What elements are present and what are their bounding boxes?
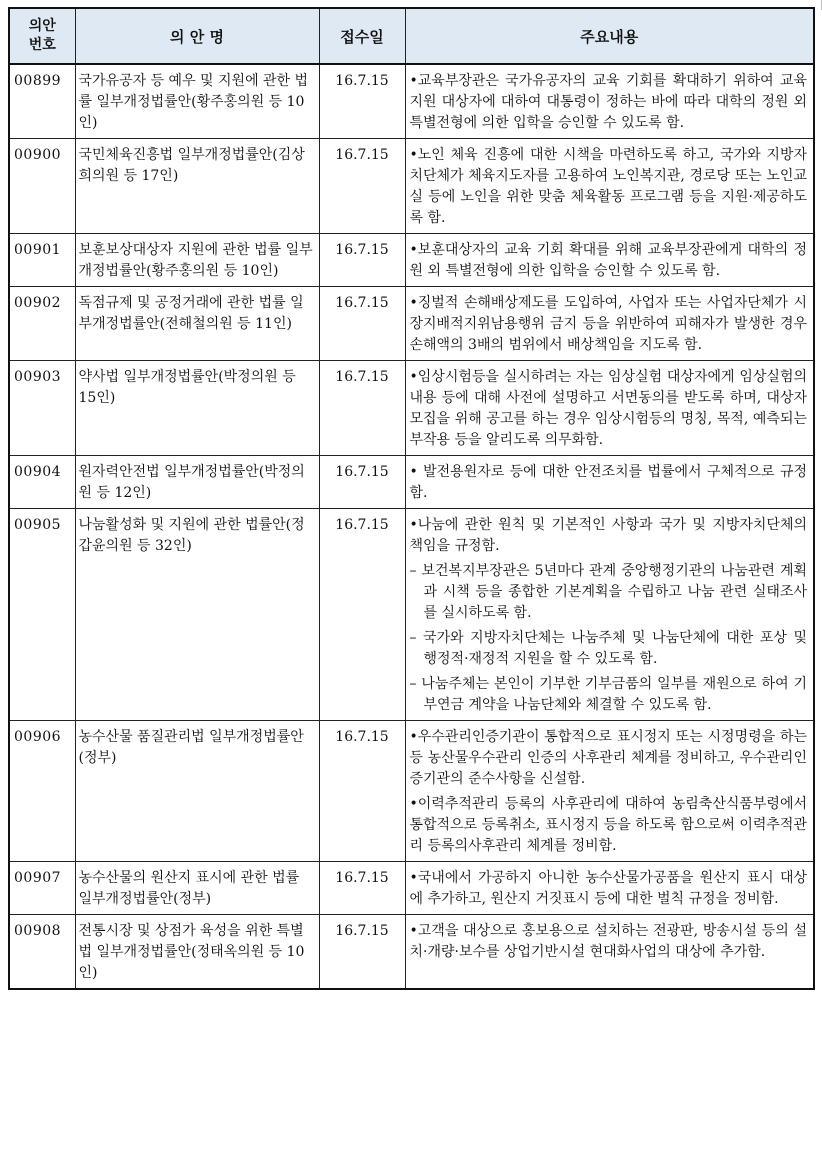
received-date: 16.7.15 xyxy=(319,64,405,139)
content-dash-item xyxy=(410,674,808,716)
bill-title: 나눔활성화 및 지원에 관한 법률안(정갑윤의원 등 32인) xyxy=(75,509,319,721)
content-text: 우수관리인증기관이 통합적으로 표시정지 또는 시정명령을 하는 등 농산물우수관리 인증의 사후관리 체계를 정비하고, 우수관리인증기관의 준수사항을 신설함. xyxy=(409,729,807,787)
content-dash-item xyxy=(410,561,808,624)
bill-number: 00901 xyxy=(9,234,75,287)
content-dash-item xyxy=(410,628,808,670)
table-row xyxy=(9,915,814,990)
content-text: 임상시험등을 실시하려는 자는 임상실험 대상자에게 임상실험의 내용 등에 대해 사전에 설명하고 서면동의를 받도록 하며, 대상자 모집을 위해 공고를 하는 경우 임상시험등의 명칭, 목적, 예측되는 부작용 등을 알리도록 의무화함. xyxy=(409,369,807,448)
content-text: 이력추적관리 등록의 사후관리에 대하여 농림축산식품부령에서 통합적으로 등록취소, 표시정지 등을 하도록 함으로써 이력추적관리 등록의사후관리 체계를 정비함. xyxy=(409,796,807,854)
content-bullet xyxy=(410,794,808,857)
table-row xyxy=(9,234,814,287)
table-body xyxy=(9,64,814,989)
content-text: 고객을 대상으로 홍보용으로 설치하는 전광판, 방송시설 등의 설치·개량·보수를 상업기반시설 현대화사업의 대상에 추가함. xyxy=(409,923,807,960)
content-bullet xyxy=(410,71,808,134)
table-row xyxy=(9,509,814,721)
table-row xyxy=(9,361,814,456)
bill-title: 독점규제 및 공정거래에 관한 법률 일부개정법률안(전해철의원 등 11인) xyxy=(75,287,319,361)
bill-number: 00900 xyxy=(9,139,75,234)
content-bullet xyxy=(410,293,808,356)
table-row xyxy=(9,64,814,139)
bill-number: 00908 xyxy=(9,915,75,990)
content-text: 교육부장관은 국가유공자의 교육 기회를 확대하기 위하여 교육지원 대상자에 대하여 대통령이 정하는 바에 따라 대학의 정원 외 특별전형에 의한 입학을 승인할 수 있도록 함. xyxy=(409,73,807,131)
table-row xyxy=(9,287,814,361)
main-content xyxy=(405,509,814,721)
table-header xyxy=(9,8,814,64)
received-date: 16.7.15 xyxy=(319,361,405,456)
header-bill-number xyxy=(9,8,75,64)
content-bullet xyxy=(410,515,808,557)
bill-table xyxy=(8,7,815,990)
main-content xyxy=(405,287,814,361)
received-date: 16.7.15 xyxy=(319,915,405,990)
main-content xyxy=(405,139,814,234)
main-content xyxy=(405,456,814,509)
main-content xyxy=(405,862,814,915)
content-bullet xyxy=(410,868,808,910)
main-content xyxy=(405,234,814,287)
received-date: 16.7.15 xyxy=(319,287,405,361)
bill-number: 00904 xyxy=(9,456,75,509)
bill-number: 00903 xyxy=(9,361,75,456)
content-bullet xyxy=(410,921,808,963)
received-date: 16.7.15 xyxy=(319,456,405,509)
bill-number: 00902 xyxy=(9,287,75,361)
content-text: 나눔에 관한 원칙 및 기본적인 사항과 국가 및 지방자치단체의 책임을 규정함. xyxy=(409,517,807,554)
table-row xyxy=(9,862,814,915)
content-bullet xyxy=(410,462,808,504)
content-text: – 국가와 지방자치단체는 나눔주체 및 나눔단체에 대한 포상 및 행정적·재정적 지원을 할 수 있도록 함. xyxy=(409,630,807,667)
content-text: 노인 체육 진흥에 대한 시책을 마련하도록 하고, 국가와 지방자치단체가 체육지도자를 고용하여 노인복지관, 경로당 또는 노인교실 등에 노인을 위한 맞춤 체육활동 프로그램 등을 지원·제공하도록 함. xyxy=(409,147,807,226)
header-bill-number-line2: 번호 xyxy=(28,37,56,53)
table-row xyxy=(9,456,814,509)
bill-table-frame xyxy=(8,7,813,990)
received-date: 16.7.15 xyxy=(319,862,405,915)
bill-number: 00907 xyxy=(9,862,75,915)
table-row xyxy=(9,721,814,862)
content-text: 징벌적 손해배상제도를 도입하여, 사업자 또는 사업자단체가 시장지배적지위남용행위 금지 등을 위반하여 피해자가 발생한 경우 손해액의 3배의 범위에서 배상책임을 지도록 함. xyxy=(409,295,807,353)
content-text: 보훈대상자의 교육 기회 확대를 위해 교육부장관에게 대학의 정원 외 특별전형에 의한 입학을 승인할 수 있도록 함. xyxy=(409,242,807,279)
received-date: 16.7.15 xyxy=(319,509,405,721)
received-date: 16.7.15 xyxy=(319,139,405,234)
bill-title: 농수산물의 원산지 표시에 관한 법률 일부개정법률안(정부) xyxy=(75,862,319,915)
content-text: 국내에서 가공하지 아니한 농수산물가공품을 원산지 표시 대상에 추가하고, 원산지 거짓표시 등에 대한 벌칙 규정을 정비함. xyxy=(409,870,807,907)
content-bullet xyxy=(410,367,808,451)
bill-number: 00905 xyxy=(9,509,75,721)
main-content xyxy=(405,915,814,990)
table-row xyxy=(9,139,814,234)
received-date: 16.7.15 xyxy=(319,721,405,862)
header-received-date: 접수일 xyxy=(319,8,405,64)
received-date: 16.7.15 xyxy=(319,234,405,287)
content-bullet xyxy=(410,145,808,229)
bill-title: 보훈보상대상자 지원에 관한 법률 일부개정법률안(황주홍의원 등 10인) xyxy=(75,234,319,287)
main-content xyxy=(405,361,814,456)
bill-title: 전통시장 및 상점가 육성을 위한 특별법 일부개정법률안(정태옥의원 등 10인) xyxy=(75,915,319,990)
bill-title: 국민체육진흥법 일부개정법률안(김상희의원 등 17인) xyxy=(75,139,319,234)
content-bullet xyxy=(410,240,808,282)
main-content xyxy=(405,64,814,139)
content-bullet xyxy=(410,727,808,790)
bill-number: 00906 xyxy=(9,721,75,862)
header-main-content: 주요내용 xyxy=(405,8,814,64)
bill-title: 약사법 일부개정법률안(박정의원 등 15인) xyxy=(75,361,319,456)
content-text: – 보건복지부장관은 5년마다 관계 중앙행정기관의 나눔관련 계획과 시책 등을 종합한 기본계획을 수립하고 나눔 관련 실태조사를 실시하도록 함. xyxy=(409,563,807,621)
header-bill-title: 의 안 명 xyxy=(75,8,319,64)
content-text: – 나눔주체는 본인이 기부한 기부금품의 일부를 재원으로 하여 기부연금 계약을 나눔단체와 체결할 수 있도록 함. xyxy=(409,676,807,713)
content-text: 발전용원자로 등에 대한 안전조치를 법률에서 구체적으로 규정함. xyxy=(409,464,807,501)
main-content xyxy=(405,721,814,862)
header-bill-number-line1: 의안 xyxy=(28,18,56,34)
bill-number: 00899 xyxy=(9,64,75,139)
bill-title: 농수산물 품질관리법 일부개정법률안(정부) xyxy=(75,721,319,862)
bill-title: 원자력안전법 일부개정법률안(박정의원 등 12인) xyxy=(75,456,319,509)
bill-title: 국가유공자 등 예우 및 지원에 관한 법률 일부개정법률안(황주홍의원 등 10인) xyxy=(75,64,319,139)
